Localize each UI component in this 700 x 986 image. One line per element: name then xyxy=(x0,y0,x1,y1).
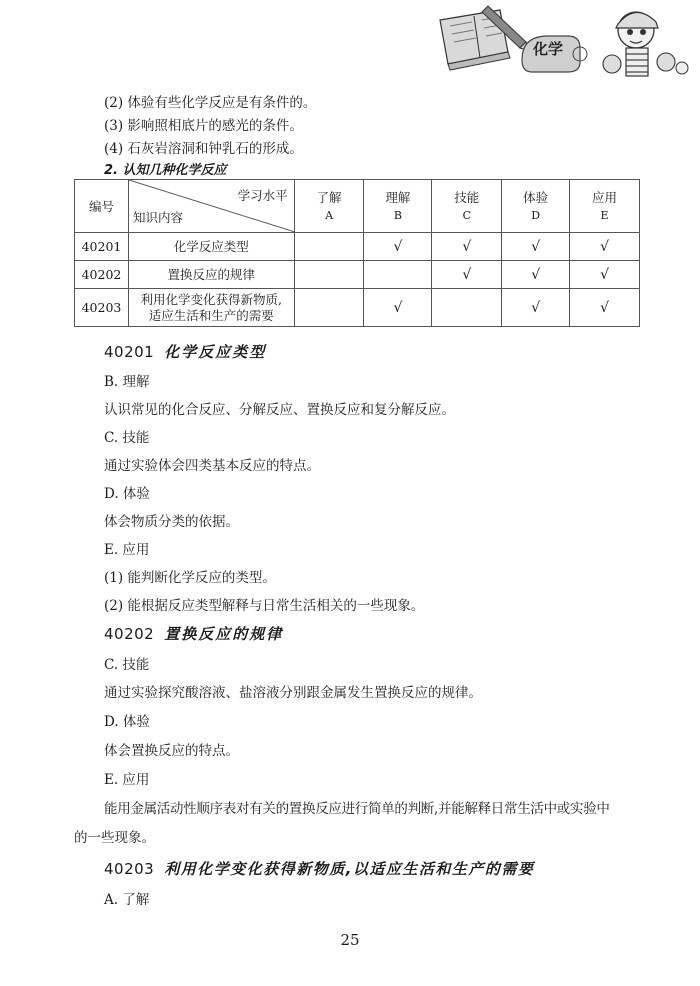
subject-badge: 化学 xyxy=(532,40,563,58)
section-title: 利用化学变化获得新物质,以适应生活和生产的需要 xyxy=(164,860,535,878)
row-code: 40201 xyxy=(75,233,129,261)
table-header-row xyxy=(75,180,640,233)
table-row xyxy=(75,261,640,289)
section-title: 置换反应的规律 xyxy=(164,625,284,643)
diagonal-header-cell xyxy=(128,180,294,233)
level-mark xyxy=(294,233,364,261)
level-header: 技能 C xyxy=(432,180,502,233)
page-number: 25 xyxy=(340,931,360,949)
row-content: 置换反应的规律 xyxy=(128,261,294,289)
level-mark xyxy=(432,289,502,327)
section-heading xyxy=(104,623,283,644)
section-code: 40202 xyxy=(104,625,155,643)
level-mark xyxy=(294,289,364,327)
section-line: 体会物质分类的依据。 xyxy=(104,514,239,530)
section-line: E. 应用 xyxy=(104,772,150,788)
section-line: 认识常见的化合反应、分解反应、置换反应和复分解反应。 xyxy=(104,402,455,418)
level-mark: √ xyxy=(570,289,640,327)
row-code: 40202 xyxy=(75,261,129,289)
level-mark: √ xyxy=(502,233,570,261)
section-code: 40201 xyxy=(104,343,155,361)
section-heading xyxy=(104,858,534,879)
level-mark: √ xyxy=(502,289,570,327)
cartoon-boy-icon xyxy=(603,12,688,76)
level-header: 应用 E xyxy=(570,180,640,233)
intro-item: (3) 影响照相底片的感光的条件。 xyxy=(104,118,303,134)
level-mark: √ xyxy=(432,261,502,289)
level-mark: √ xyxy=(364,289,432,327)
section-line: C. 技能 xyxy=(104,657,150,673)
section-line: 的一些现象。 xyxy=(74,830,155,846)
section-heading xyxy=(104,341,266,362)
table-row xyxy=(75,289,640,327)
section-line: E. 应用 xyxy=(104,542,150,558)
section-line: 体会置换反应的特点。 xyxy=(104,743,239,759)
intro-item: (2) 体验有些化学反应是有条件的。 xyxy=(104,95,317,111)
row-code: 40203 xyxy=(75,289,129,327)
level-header: 理解 B xyxy=(364,180,432,233)
section-line: 通过实验探究酸溶液、盐溶液分别跟金属发生置换反应的规律。 xyxy=(104,685,482,701)
level-mark xyxy=(294,261,364,289)
intro-item: (4) 石灰岩溶洞和钟乳石的形成。 xyxy=(104,141,303,157)
level-mark xyxy=(364,261,432,289)
learning-level-table xyxy=(74,179,640,327)
section-line: B. 理解 xyxy=(104,374,150,390)
section-code: 40203 xyxy=(104,860,155,878)
code-header: 编号 xyxy=(75,180,129,233)
level-header: 了解 A xyxy=(294,180,364,233)
section-line: 能用金属活动性顺序表对有关的置换反应进行简单的判断,并能解释日常生活中或实验中 xyxy=(104,801,610,817)
row-content: 利用化学变化获得新物质, 适应生活和生产的需要 xyxy=(128,289,294,327)
section-title: 化学反应类型 xyxy=(164,343,267,361)
content-axis-label: 知识内容 xyxy=(132,210,183,225)
level-mark: √ xyxy=(502,261,570,289)
section-line: (2) 能根据反应类型解释与日常生活相关的一些现象。 xyxy=(104,598,425,614)
section-line: D. 体验 xyxy=(104,714,150,730)
level-mark: √ xyxy=(570,261,640,289)
section-line: C. 技能 xyxy=(104,430,150,446)
subsection-heading: 2. 认知几种化学反应 xyxy=(104,163,227,178)
section-line: 通过实验体会四类基本反应的特点。 xyxy=(104,458,320,474)
level-axis-label: 学习水平 xyxy=(237,188,288,203)
level-header: 体验 D xyxy=(502,180,570,233)
section-line: (1) 能判断化学反应的类型。 xyxy=(104,570,276,586)
section-line: D. 体验 xyxy=(104,486,150,502)
level-mark: √ xyxy=(570,233,640,261)
section-line: A. 了解 xyxy=(104,892,150,908)
level-mark: √ xyxy=(432,233,502,261)
table-row xyxy=(75,233,640,261)
level-mark: √ xyxy=(364,233,432,261)
row-content: 化学反应类型 xyxy=(128,233,294,261)
